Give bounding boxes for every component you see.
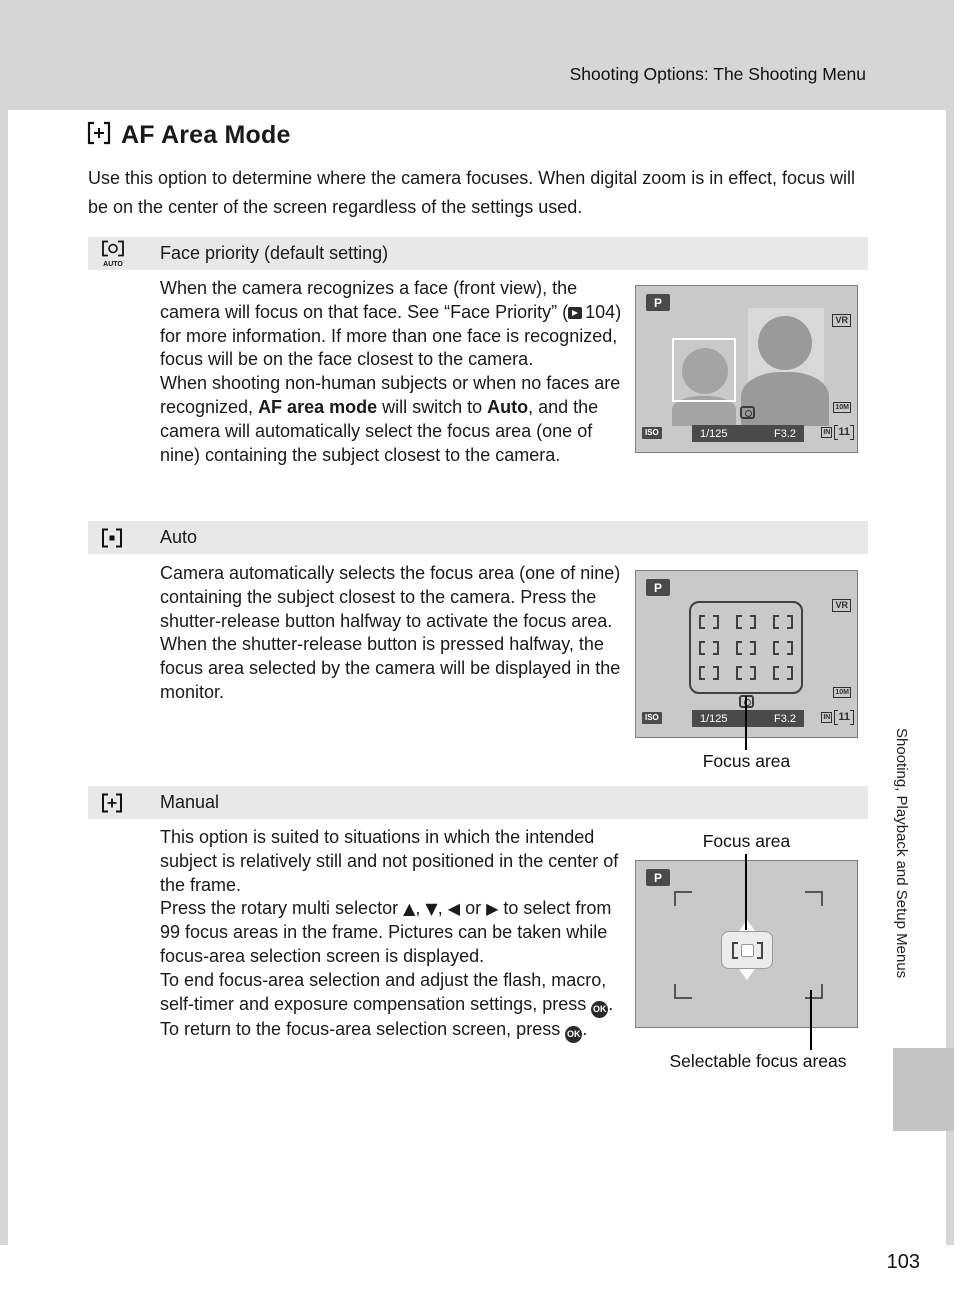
paragraph: [160, 897, 622, 968]
ok-button-icon: OK: [565, 1026, 582, 1043]
focus-area-bracket: [699, 615, 719, 629]
paragraph: [160, 969, 622, 1043]
text-run: 104) for more information. If more than one face is recognized, focus will be on the face closest to the camera.: [160, 301, 622, 370]
text-run: Camera automatically selects the focus area (one of nine) containing the subject closest to the camera. Press the shutter-release button halfway to activate the focus area. When the shutter-release button is pressed halfway, the focus area selected by the camera will be displayed in the monitor.: [160, 563, 621, 702]
aperture-value: F3.2: [773, 427, 796, 440]
text-run: ,: [437, 898, 448, 919]
frames-remaining-cluster: [821, 711, 854, 724]
internal-memory-icon: IN: [823, 714, 831, 721]
up-arrow-icon: [739, 920, 755, 931]
left-arrow-icon: ◀: [447, 899, 461, 919]
text-run: ,: [415, 898, 426, 919]
chapter-side-tab: [893, 1048, 954, 1131]
text-run-bold: Auto: [487, 396, 529, 417]
page-title-row: [86, 120, 291, 151]
right-arrow-icon: ▶: [486, 899, 499, 919]
intro-text: Use this option to determine where the camera focuses. When digital zoom is in effect, focus will be on the center of the screen regardless of the settings used.: [88, 168, 856, 217]
page-title: AF Area Mode: [121, 121, 291, 149]
focus-area-bracket: [699, 666, 719, 680]
focus-area-bracket: [773, 641, 793, 655]
focus-area-bracket: [736, 666, 756, 680]
focus-area-grid: [689, 601, 803, 694]
text-run: or: [460, 898, 487, 919]
shutter-speed: 1/125: [700, 712, 728, 725]
aperture-value: F3.2: [773, 712, 796, 725]
top-gray-band: [0, 0, 954, 110]
image-size-indicator: 10M: [835, 404, 849, 411]
text-run-bold: AF area mode: [258, 396, 378, 417]
caption-selectable-focus-areas: Selectable focus areas: [669, 1051, 847, 1071]
frame-corner-bracket: [805, 891, 823, 906]
frame-corner-bracket: [674, 984, 692, 999]
running-header: Shooting Options: The Shooting Menu: [569, 64, 866, 84]
down-arrow-icon: ▼: [425, 899, 438, 919]
camera-icon: [739, 695, 754, 708]
text-run: to select from 99 focus areas in the frame. Pictures can be taken while focus-area selection screen is displayed.: [160, 898, 612, 966]
section-body-face-priority: [160, 277, 622, 467]
paragraph: [160, 372, 622, 467]
frames-remaining-cluster: [821, 426, 854, 439]
paragraph: [160, 826, 622, 897]
exposure-info-bar: [692, 710, 804, 727]
frame-corner-bracket: [805, 984, 823, 999]
shooting-mode-badge: P: [646, 579, 670, 596]
page-number: 103: [886, 1251, 920, 1273]
face-priority-icon: [101, 240, 125, 272]
focus-area-bracket: [773, 615, 793, 629]
right-bracket: [757, 942, 763, 959]
text-run: This option is suited to situations in which the intended subject is relatively still and not positioned in the center of the frame.: [160, 827, 619, 895]
af-area-brackets-icon: [86, 120, 112, 151]
pointer-line-focus-area-auto: [745, 696, 747, 750]
text-run: will switch to: [377, 396, 488, 417]
left-margin-band: [0, 110, 8, 1245]
face-detection-frame: [672, 338, 736, 402]
manual-area-icon: [101, 792, 123, 819]
pointer-line-selectable-areas: [810, 990, 812, 1050]
image-size-indicator: 10M: [835, 689, 849, 696]
up-arrow-icon: ▲: [403, 899, 416, 919]
iso-indicator: ISO: [642, 712, 662, 724]
section-label: Face priority (default setting): [160, 243, 389, 263]
section-bar-manual: [88, 786, 868, 819]
paragraph: [160, 562, 622, 705]
svg-text:AUTO: AUTO: [103, 261, 123, 267]
monitor-manual: [635, 860, 858, 1028]
caption-focus-area-auto: Focus area: [702, 751, 791, 771]
section-bar-face-priority: [88, 237, 868, 270]
section-bar-auto: [88, 521, 868, 554]
paragraph: [160, 277, 622, 372]
monitor-face-priority: [635, 285, 858, 453]
caption-focus-area-manual: Focus area: [702, 831, 791, 851]
focus-area-bracket: [736, 641, 756, 655]
down-arrow-icon: [739, 969, 755, 980]
vr-indicator: VR: [832, 599, 851, 612]
exposure-info-bar: [692, 425, 804, 442]
section-label: Auto: [160, 527, 198, 547]
frame-corner-bracket: [674, 891, 692, 906]
multi-selector: [721, 931, 773, 969]
selected-focus-area: [741, 944, 754, 957]
section-body-auto: [160, 562, 622, 705]
section-body-manual: [160, 826, 622, 1043]
left-bracket: [732, 942, 738, 959]
shutter-speed: 1/125: [700, 427, 728, 440]
pointer-line-focus-area-manual: [745, 854, 747, 930]
exposures-remaining: 11: [834, 426, 854, 439]
text-run: , and the camera will automatically select the focus area (one of nine) containing the subject closest to the camera.: [160, 396, 599, 465]
text-run: To end focus-area selection and adjust the flash, macro, self-timer and exposure compensation settings, press: [160, 969, 607, 1014]
chapter-sidebar-label: Shooting, Playback and Setup Menus: [893, 728, 910, 979]
book-reference-icon: [568, 307, 582, 319]
section-label: Manual: [160, 792, 220, 812]
vr-indicator: VR: [832, 314, 851, 327]
text-run: . To return to the focus-area selection screen, press: [160, 993, 614, 1039]
iso-indicator: ISO: [642, 427, 662, 439]
text-run: When shooting non-human subjects or when no faces are recognized,: [160, 373, 621, 417]
exposures-remaining: 11: [834, 711, 854, 724]
ok-button-icon: OK: [591, 1001, 608, 1018]
text-run: When the camera recognizes a face (front view), the camera will focus on that face. See “Face Priority” (: [160, 278, 578, 322]
focus-area-bracket: [773, 666, 793, 680]
auto-area-icon: [101, 527, 123, 554]
shooting-mode-badge: P: [646, 294, 670, 311]
person-head: [758, 316, 812, 370]
internal-memory-icon: IN: [823, 429, 831, 436]
face-priority-indicator-icon: [740, 406, 755, 419]
text-run: .: [582, 1018, 588, 1039]
monitor-auto: [635, 570, 858, 738]
focus-area-bracket: [736, 615, 756, 629]
shooting-mode-badge: P: [646, 869, 670, 886]
text-run: Press the rotary multi selector: [160, 898, 404, 919]
focus-area-bracket: [699, 641, 719, 655]
